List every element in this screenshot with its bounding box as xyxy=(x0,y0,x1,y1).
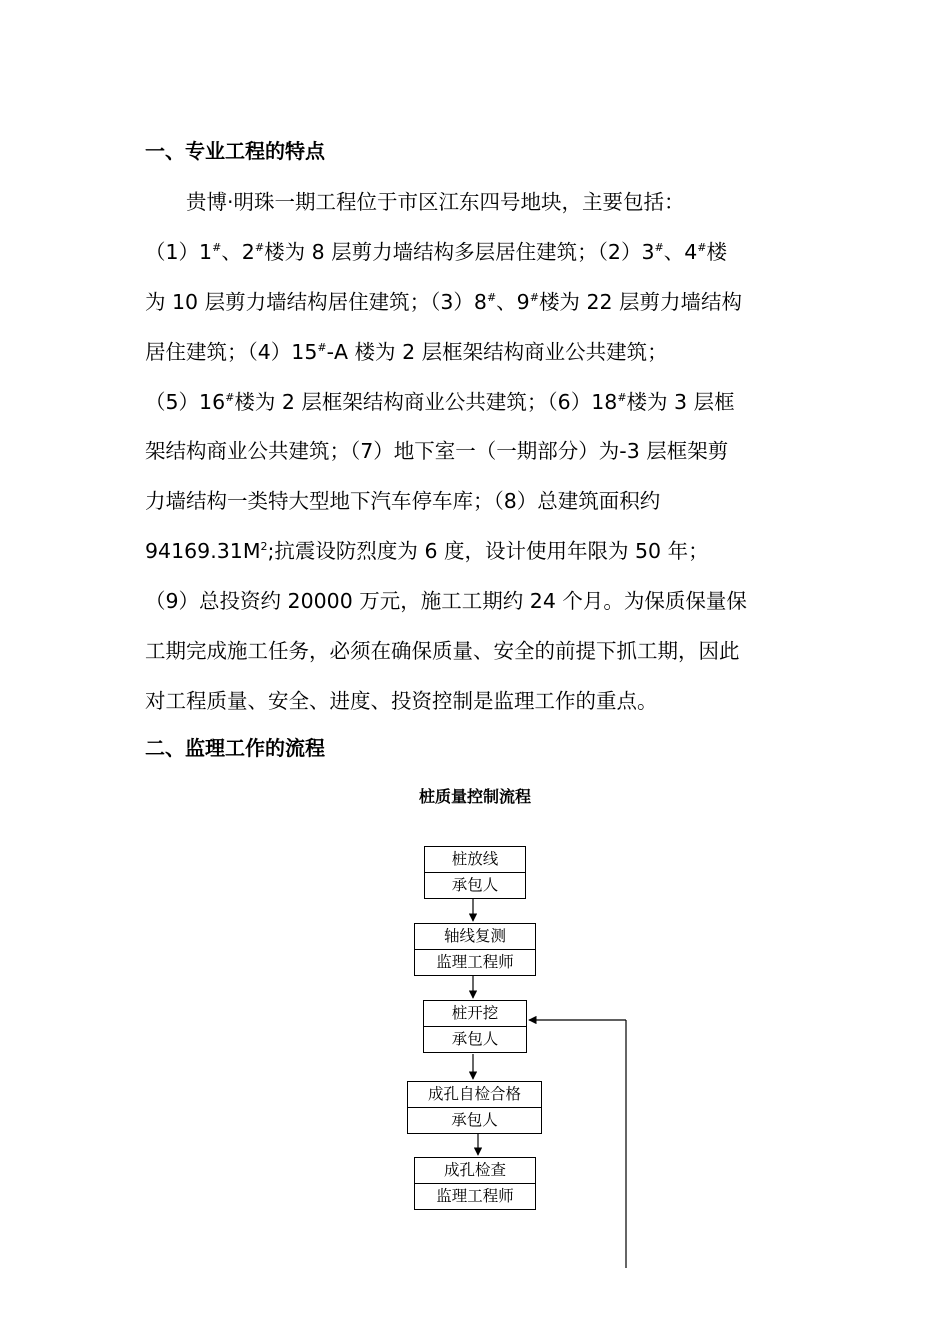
flow-step-task: 成孔自检合格 xyxy=(427,1085,521,1103)
flow-step-role: 监理工程师 xyxy=(415,949,535,975)
para-line: 居住建筑；（4）15#-A 楼为 2 层框架结构商业公共建筑； xyxy=(145,339,668,364)
flow-step-task: 桩开挖 xyxy=(451,1004,499,1022)
para-line: 对工程质量、安全、进度、投资控制是监理工作的重点。 xyxy=(145,688,658,713)
flow-step-hole-inspection xyxy=(414,1157,536,1210)
flow-step-role: 承包人 xyxy=(424,1026,526,1052)
flow-step-pile-layout xyxy=(424,846,526,899)
para-line: 架结构商业公共建筑；（7）地下室一（一期部分）为-3 层框架剪 xyxy=(145,439,729,464)
flow-step-pile-excavation xyxy=(423,1000,527,1053)
flow-step-task: 桩放线 xyxy=(451,850,499,868)
flow-step-role: 承包人 xyxy=(425,872,525,898)
para-line: 工期完成施工任务，必须在确保质量、安全的前提下抓工期，因此 xyxy=(145,639,740,664)
flowchart-title: 桩质量控制流程 xyxy=(418,787,531,806)
flow-step-role: 监理工程师 xyxy=(415,1183,535,1209)
para-line: $94169.31M^2$;抗震设防烈度为 6 度，设计使用年限为 50 年； xyxy=(145,539,709,564)
flow-step-role: 承包人 xyxy=(408,1107,541,1133)
para-line: 为 10 层剪力墙结构居住建筑；（3）8#、9#楼为 22 层剪力墙结构 xyxy=(145,289,743,314)
para-line: （5）16#楼为 2 层框架结构商业公共建筑；（6）18#楼为 3 层框 xyxy=(145,389,735,414)
para-line: （1）1#、2#楼为 8 层剪力墙结构多层居住建筑；（2）3#、4#楼 xyxy=(145,239,727,264)
flow-step-task: 成孔检查 xyxy=(443,1161,506,1179)
flow-step-self-inspection xyxy=(407,1081,542,1134)
para-line: 力墙结构一类特大型地下汽车停车库；（8）总建筑面积约 xyxy=(145,489,661,514)
flow-step-axis-recheck xyxy=(414,923,536,976)
flow-step-task: 轴线复测 xyxy=(443,927,506,945)
section-heading-workflow: 二、监理工作的流程 xyxy=(145,736,325,760)
para-line: （9）总投资约 20000 万元，施工工期约 24 个月。为保质保量保 xyxy=(145,589,747,614)
section-heading-features: 一、专业工程的特点 xyxy=(145,139,325,163)
para-line: 贵博·明珠一期工程位于市区江东四号地块，主要包括： xyxy=(186,190,685,214)
